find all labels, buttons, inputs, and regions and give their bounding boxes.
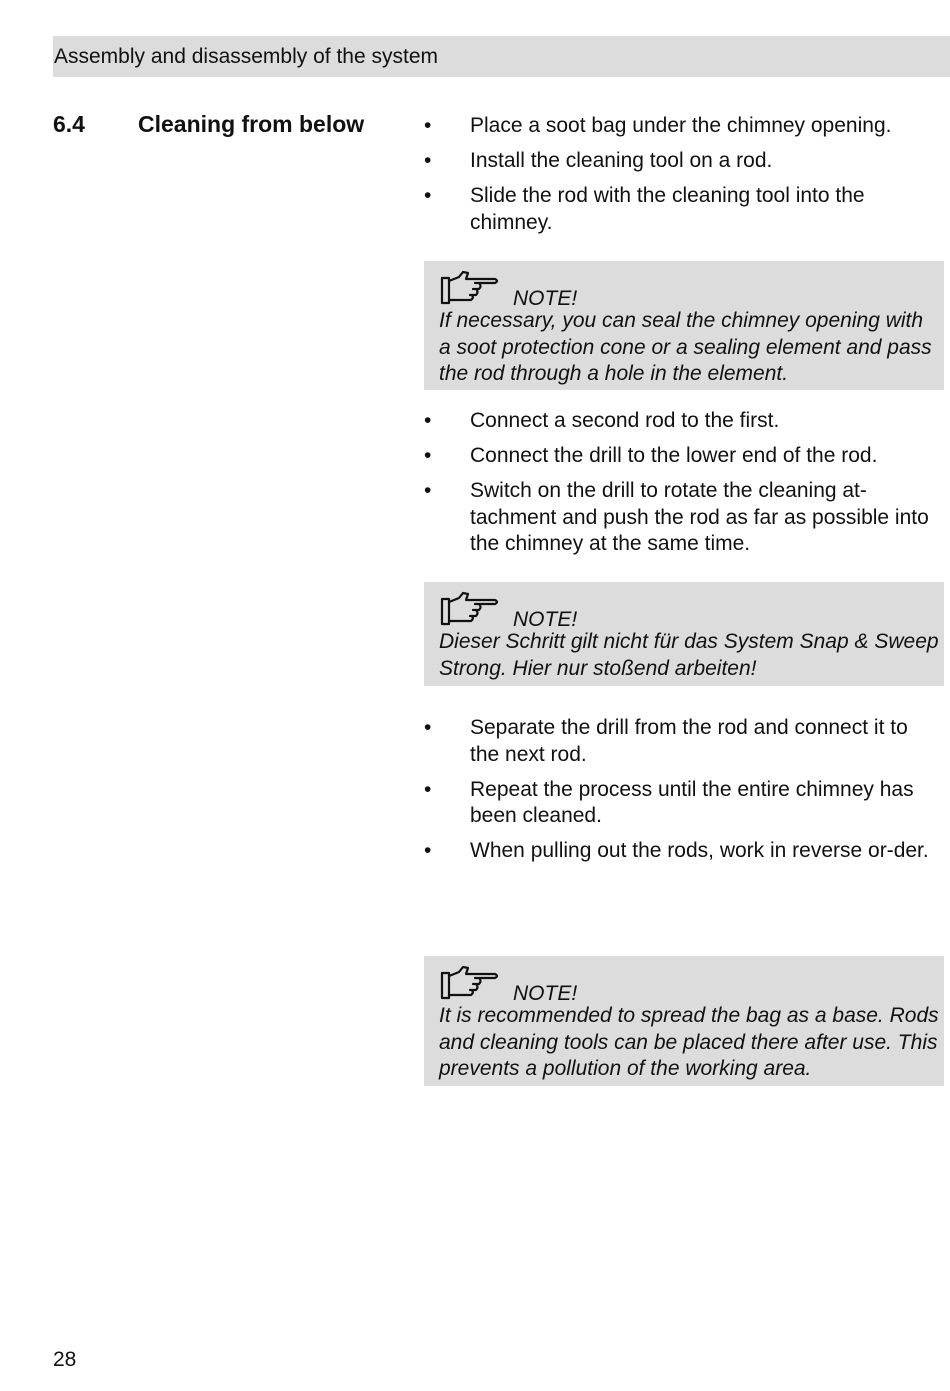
note-header xyxy=(439,269,940,310)
step-text: Separate the drill from the rod and connect it to the next rod. xyxy=(470,716,908,766)
step-text: Connect the drill to the lower end of the rod. xyxy=(470,444,878,467)
bullet-icon: • xyxy=(424,184,432,207)
steps-list-2 xyxy=(424,408,939,566)
bullet-icon: • xyxy=(424,777,432,801)
bullet-icon: • xyxy=(424,149,432,172)
list-item xyxy=(424,478,939,558)
list-item xyxy=(424,408,939,435)
section-title: Cleaning from below xyxy=(138,111,365,137)
list-item xyxy=(424,838,939,865)
section-number: 6.4 xyxy=(53,111,85,137)
steps-list-1 xyxy=(424,113,939,245)
list-item xyxy=(424,148,939,175)
page-number: 28 xyxy=(53,1348,77,1371)
bullet-icon: • xyxy=(424,716,432,739)
note-label: NOTE! xyxy=(513,608,578,631)
bullet-icon: • xyxy=(424,479,432,502)
pointing-hand-icon xyxy=(439,590,501,628)
note-box-2 xyxy=(424,582,944,686)
step-text: Connect a second rod to the first. xyxy=(470,409,780,432)
list-item xyxy=(424,777,939,830)
list-item xyxy=(424,443,939,470)
step-text: Repeat the process until the entire chimney has been cleaned. xyxy=(470,777,914,827)
note-text: Dieser Schritt gilt nicht für das System Snap & Sweep Strong. Hier nur stoßend arbeiten! xyxy=(439,630,939,680)
note-text: It is recommended to spread the bag as a base. Rods and cleaning tools can be placed there after use. This prevents a pollution of the working area. xyxy=(439,1004,939,1080)
pointing-hand-icon xyxy=(439,964,501,1002)
step-text: Switch on the drill to rotate the cleaning at-tachment and push the rod as far as possible into the chimney at the same time. xyxy=(470,479,929,555)
bullet-icon: • xyxy=(424,409,432,432)
list-item xyxy=(424,183,939,236)
note-box-3 xyxy=(424,956,944,1086)
bullet-icon: • xyxy=(424,114,432,137)
note-label: NOTE! xyxy=(513,982,578,1005)
step-text: Install the cleaning tool on a rod. xyxy=(470,149,773,172)
note-label: NOTE! xyxy=(513,287,578,310)
steps-list-3 xyxy=(424,715,939,873)
header-bar xyxy=(53,36,950,77)
note-text: If necessary, you can seal the chimney opening with a soot protection cone or a sealing element and pass the rod through a hole in the element. xyxy=(439,309,932,385)
note-box-1 xyxy=(424,261,944,390)
list-item xyxy=(424,715,939,768)
pointing-hand-icon xyxy=(439,269,501,307)
bullet-icon: • xyxy=(424,444,432,467)
step-text: When pulling out the rods, work in reverse or-der. xyxy=(470,839,929,862)
bullet-icon: • xyxy=(424,839,432,862)
step-text: Slide the rod with the cleaning tool into the chimney. xyxy=(470,184,865,234)
list-item xyxy=(424,113,939,140)
step-text: Place a soot bag under the chimney opening. xyxy=(470,114,892,137)
note-header xyxy=(439,590,940,631)
header-title: Assembly and disassembly of the system xyxy=(54,44,438,68)
note-header xyxy=(439,964,940,1005)
